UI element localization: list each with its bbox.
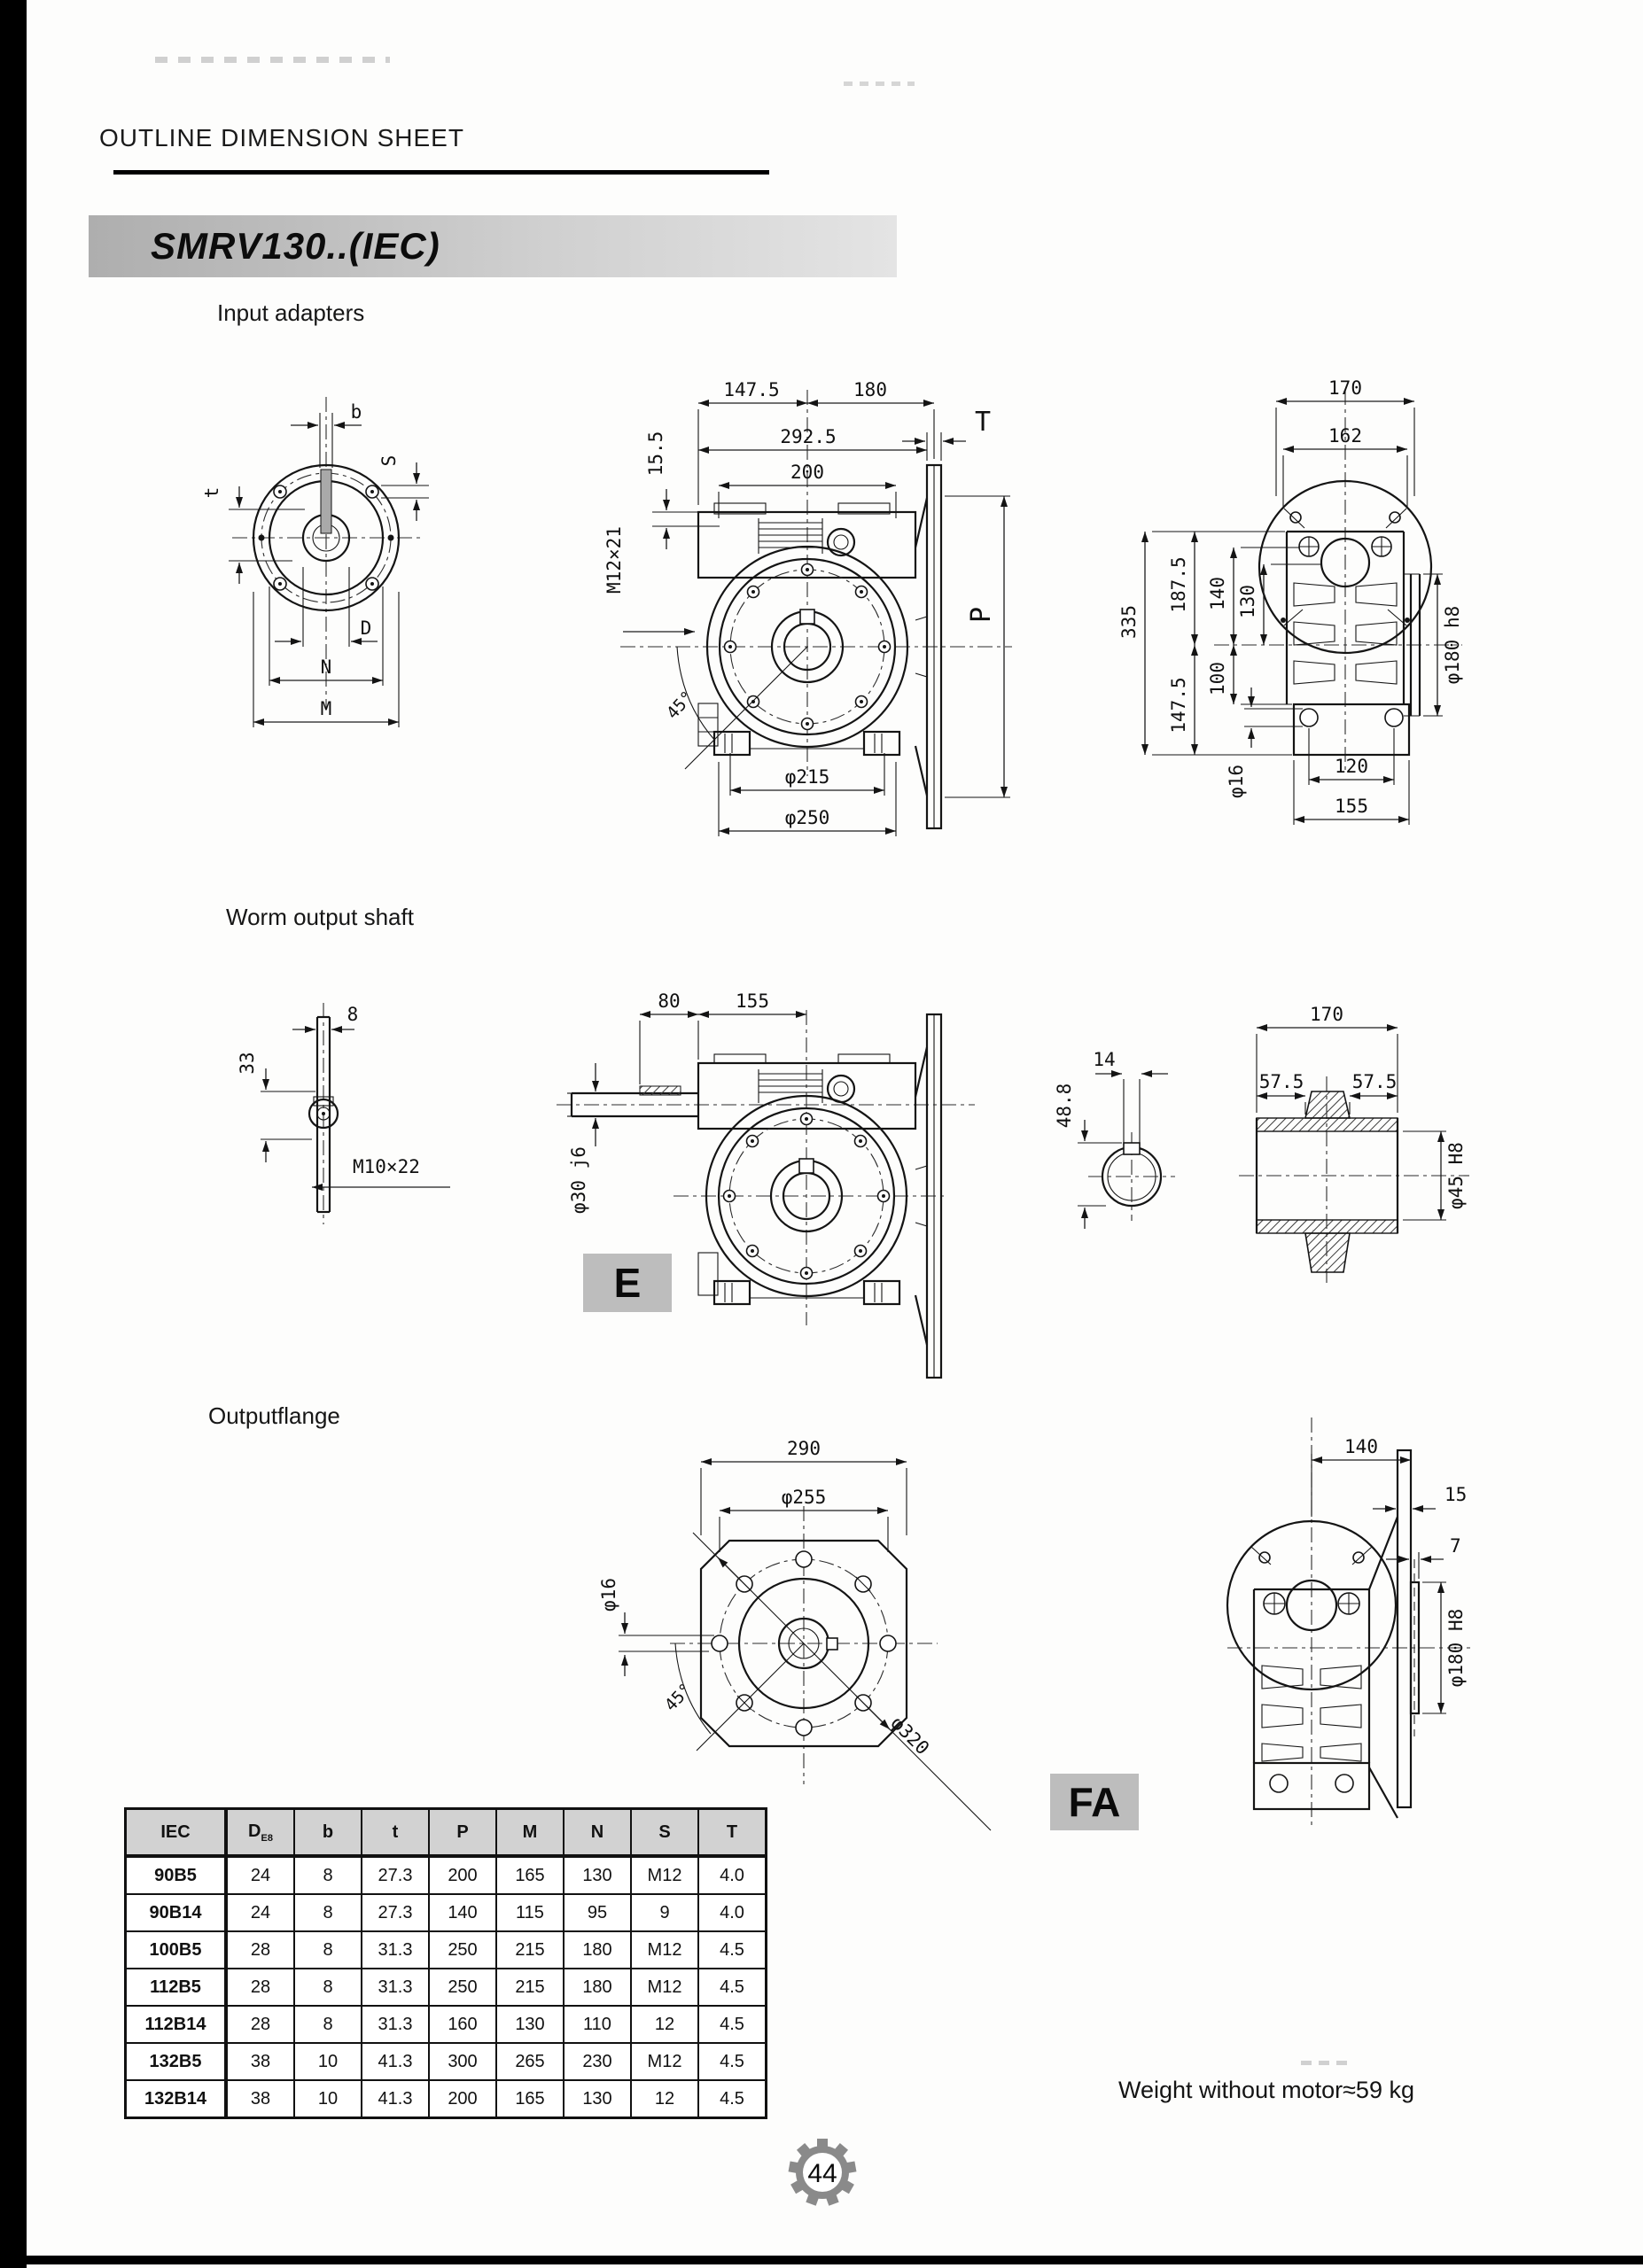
worm-gearbox-front-view bbox=[557, 990, 975, 1378]
dim-label: 180 bbox=[853, 379, 887, 400]
table-cell: 180 bbox=[564, 1969, 631, 2006]
dim-label: 14 bbox=[1093, 1049, 1116, 1070]
table-cell: 8 bbox=[294, 1856, 362, 1894]
dim-label: N bbox=[320, 656, 332, 678]
table-cell: 4.0 bbox=[698, 1894, 767, 1931]
col-header-s: S bbox=[631, 1809, 698, 1857]
dim-label: 15.5 bbox=[645, 431, 666, 477]
col-header-p: P bbox=[429, 1809, 496, 1857]
table-cell: 4.5 bbox=[698, 2043, 767, 2080]
table-cell: 215 bbox=[496, 1969, 564, 2006]
col-header-n: N bbox=[564, 1809, 631, 1857]
dim-label: 170 bbox=[1328, 377, 1362, 399]
weight-note: Weight without motor≈59 kg bbox=[1118, 2077, 1414, 2103]
iec-dimension-table bbox=[124, 1807, 767, 2119]
dim-label: 155 bbox=[1335, 796, 1368, 817]
table-cell: M12 bbox=[631, 1969, 698, 2006]
col-header-iec: IEC bbox=[126, 1809, 227, 1857]
table-cell: 112B5 bbox=[126, 1969, 227, 2006]
table-cell: 300 bbox=[429, 2043, 496, 2080]
table-cell: 215 bbox=[496, 1931, 564, 1969]
dim-label: 33 bbox=[237, 1052, 258, 1075]
col-header-d: $D_{E8}$ bbox=[226, 1809, 294, 1857]
table-cell: 10 bbox=[294, 2080, 362, 2118]
section-label-output-flange: Outputflange bbox=[208, 1402, 340, 1429]
dim-label: φ30 j6 bbox=[568, 1146, 589, 1214]
col-header-t2: T bbox=[698, 1809, 767, 1857]
dim-label: φ16 bbox=[1226, 765, 1247, 798]
page-number-gear bbox=[789, 2139, 857, 2206]
table-row bbox=[126, 1894, 767, 1931]
table-row bbox=[126, 2006, 767, 2043]
config-tag-e: E bbox=[613, 1260, 642, 1306]
table-cell: 4.5 bbox=[698, 1931, 767, 1969]
dim-label: φ215 bbox=[784, 766, 830, 788]
table-cell: 200 bbox=[429, 1856, 496, 1894]
table-cell: M12 bbox=[631, 2043, 698, 2080]
dim-label: 15 bbox=[1444, 1484, 1468, 1505]
col-header-b: b bbox=[294, 1809, 362, 1857]
thread-label: M10×22 bbox=[353, 1156, 420, 1177]
table-cell: 160 bbox=[429, 2006, 496, 2043]
page-number: 44 bbox=[807, 2159, 837, 2188]
dim-label: 170 bbox=[1310, 1004, 1343, 1025]
table-cell: 95 bbox=[564, 1894, 631, 1931]
table-cell: 28 bbox=[226, 1969, 294, 2006]
table-cell: M12 bbox=[631, 1931, 698, 1969]
table-cell: 24 bbox=[226, 1894, 294, 1931]
dim-label: 147.5 bbox=[1168, 677, 1189, 734]
output-flange-side-view bbox=[1050, 1418, 1471, 1830]
table-cell: 115 bbox=[496, 1894, 564, 1931]
dim-label: φ320 bbox=[886, 1712, 934, 1759]
col-header-t: t bbox=[362, 1809, 429, 1857]
worm-hub-section-view bbox=[1239, 1004, 1469, 1283]
table-cell: 8 bbox=[294, 1894, 362, 1931]
table-cell: 31.3 bbox=[362, 2006, 429, 2043]
dim-label: 130 bbox=[1237, 585, 1258, 618]
col-header-m: M bbox=[496, 1809, 564, 1857]
dim-label: φ16 bbox=[598, 1578, 619, 1612]
table-cell: 12 bbox=[631, 2080, 698, 2118]
table-cell: 250 bbox=[429, 1969, 496, 2006]
table-cell: 130 bbox=[564, 1856, 631, 1894]
dim-label: 7 bbox=[1450, 1535, 1461, 1557]
table-cell: 10 bbox=[294, 2043, 362, 2080]
input-adapter-front-view bbox=[603, 379, 1012, 836]
table-cell: 12 bbox=[631, 2006, 698, 2043]
dim-label: t bbox=[201, 486, 222, 499]
table-cell: 90B14 bbox=[126, 1894, 227, 1931]
table-cell: 31.3 bbox=[362, 1969, 429, 2006]
dim-label: 187.5 bbox=[1168, 556, 1189, 613]
table-cell: 28 bbox=[226, 1931, 294, 1969]
table-cell: 112B14 bbox=[126, 2006, 227, 2043]
dim-label: 100 bbox=[1207, 662, 1228, 695]
dim-label: φ250 bbox=[784, 807, 830, 828]
table-header-row bbox=[126, 1809, 767, 1857]
dim-label: 120 bbox=[1335, 756, 1368, 777]
table-row bbox=[126, 1856, 767, 1894]
table-cell: 130 bbox=[564, 2080, 631, 2118]
iec-adapter-flange-view bbox=[201, 397, 429, 727]
dim-label: b bbox=[350, 401, 362, 423]
table-row bbox=[126, 1931, 767, 1969]
table-cell: 38 bbox=[226, 2043, 294, 2080]
table-cell: 8 bbox=[294, 1969, 362, 2006]
dim-label: 335 bbox=[1118, 605, 1140, 639]
table-cell: 41.3 bbox=[362, 2043, 429, 2080]
table-cell: 90B5 bbox=[126, 1856, 227, 1894]
table-cell: 38 bbox=[226, 2080, 294, 2118]
table-cell: 100B5 bbox=[126, 1931, 227, 1969]
dim-label: 48.8 bbox=[1054, 1083, 1075, 1129]
table-cell: 132B5 bbox=[126, 2043, 227, 2080]
dim-label: 155 bbox=[736, 990, 769, 1012]
table-cell: 132B14 bbox=[126, 2080, 227, 2118]
table-cell: 8 bbox=[294, 2006, 362, 2043]
input-adapter-side-view bbox=[1118, 377, 1463, 825]
table-cell: 250 bbox=[429, 1931, 496, 1969]
dim-label: 290 bbox=[787, 1438, 821, 1459]
dim-label: M bbox=[320, 698, 332, 719]
model-title: SMRV130..(IEC) bbox=[151, 225, 440, 267]
page-title: OUTLINE DIMENSION SHEET bbox=[99, 124, 464, 151]
table-cell: M12 bbox=[631, 1856, 698, 1894]
angle-label: 45° bbox=[660, 1679, 697, 1715]
dim-label: φ180 h8 bbox=[1442, 605, 1463, 685]
table-cell: 41.3 bbox=[362, 2080, 429, 2118]
dim-label: 57.5 bbox=[1258, 1071, 1304, 1092]
table-row bbox=[126, 2080, 767, 2118]
table-cell: 165 bbox=[496, 1856, 564, 1894]
table-cell: 130 bbox=[496, 2006, 564, 2043]
table-cell: 9 bbox=[631, 1894, 698, 1931]
table-cell: 200 bbox=[429, 2080, 496, 2118]
table-cell: 4.5 bbox=[698, 1969, 767, 2006]
dim-label: 292.5 bbox=[780, 426, 837, 447]
dim-label: 140 bbox=[1344, 1436, 1378, 1457]
dim-label: 140 bbox=[1207, 577, 1228, 610]
table-cell: 180 bbox=[564, 1931, 631, 1969]
dim-label: φ180 H8 bbox=[1445, 1608, 1467, 1688]
dim-label: T bbox=[975, 407, 992, 438]
dim-label: φ45 H8 bbox=[1445, 1142, 1467, 1209]
dim-label: P bbox=[966, 606, 997, 624]
dim-label: 162 bbox=[1328, 425, 1362, 447]
dim-label: 147.5 bbox=[723, 379, 780, 400]
table-cell: 4.0 bbox=[698, 1856, 767, 1894]
dim-label: D bbox=[360, 617, 372, 639]
table-cell: 4.5 bbox=[698, 2006, 767, 2043]
angle-label: 45° bbox=[662, 687, 698, 724]
table-cell: 27.3 bbox=[362, 1894, 429, 1931]
table-cell: 165 bbox=[496, 2080, 564, 2118]
table-cell: 27.3 bbox=[362, 1856, 429, 1894]
table-cell: 110 bbox=[564, 2006, 631, 2043]
dim-label: 200 bbox=[790, 462, 824, 483]
table-cell: 28 bbox=[226, 2006, 294, 2043]
dim-label: S bbox=[378, 454, 400, 467]
table-cell: 4.5 bbox=[698, 2080, 767, 2118]
section-label-worm-output-shaft: Worm output shaft bbox=[226, 904, 414, 930]
table-cell: 230 bbox=[564, 2043, 631, 2080]
table-cell: 24 bbox=[226, 1856, 294, 1894]
dim-label: 57.5 bbox=[1351, 1071, 1398, 1092]
table-row bbox=[126, 1969, 767, 2006]
thread-label: M12×21 bbox=[603, 526, 625, 594]
table-cell: 265 bbox=[496, 2043, 564, 2080]
dim-label: φ255 bbox=[781, 1487, 827, 1508]
table-row bbox=[126, 2043, 767, 2080]
dim-label: 80 bbox=[658, 990, 681, 1012]
config-tag-fa: FA bbox=[1068, 1779, 1121, 1825]
section-label-input-adapters: Input adapters bbox=[217, 299, 365, 326]
table-cell: 31.3 bbox=[362, 1931, 429, 1969]
page-bottom-rule bbox=[27, 2256, 1643, 2264]
worm-bore-view bbox=[1054, 1049, 1175, 1229]
output-flange-front-view bbox=[598, 1438, 991, 1830]
table-cell: 8 bbox=[294, 1931, 362, 1969]
table-cell: 140 bbox=[429, 1894, 496, 1931]
worm-shaft-end-view bbox=[237, 1003, 450, 1224]
dim-label: 8 bbox=[347, 1004, 359, 1025]
